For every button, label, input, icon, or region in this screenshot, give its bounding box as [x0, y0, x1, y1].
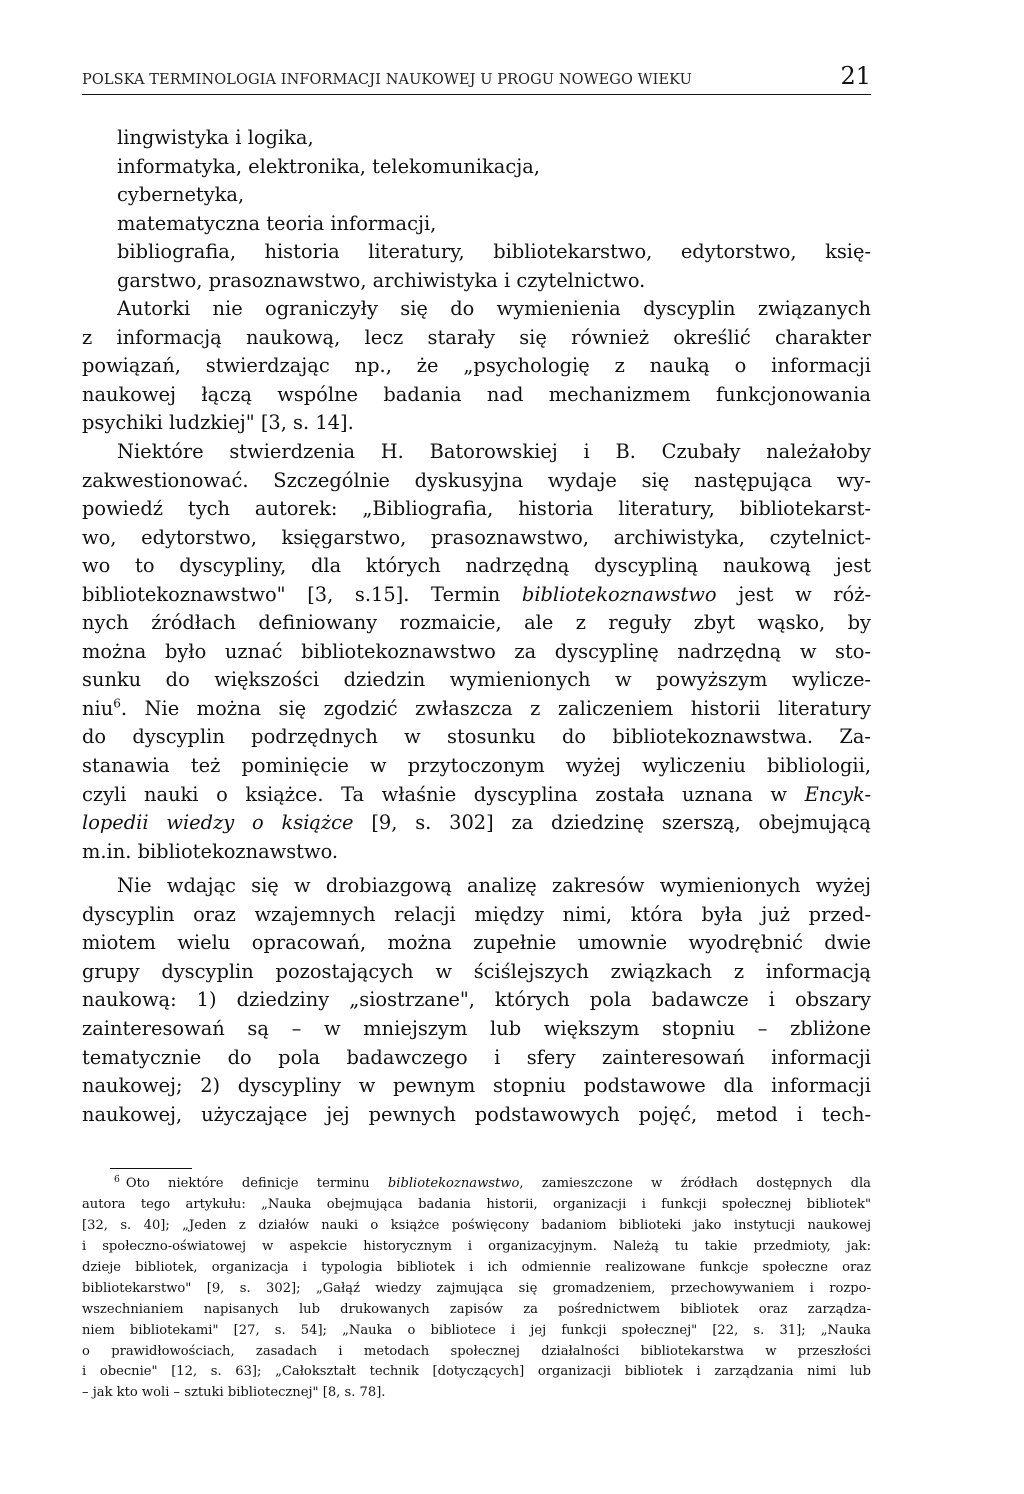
footnote-separator [110, 1168, 192, 1169]
footnote-line [82, 1300, 871, 1321]
text-run: [32, s. 40]; „Jeden z działów nauki o książce poświęcony badaniom biblioteki jako instytucji naukowej [82, 1217, 871, 1233]
italic-run: bibliotekoznawstwo [521, 582, 717, 606]
text-run: dyscyplin oraz wzajemnych relacji między nimi, która była już przed- [82, 902, 871, 926]
text-run: m.in. bibliotekoznawstwo. [82, 839, 339, 863]
text-run: miotem wielu opracowań, można zupełnie umownie wyodrębnić dwie [82, 931, 871, 955]
text-run: do dyscyplin podrzędnych w stosunku do bibliotekoznawstwa. Za- [82, 725, 871, 749]
italic-run: bibliotekoznawstwo [387, 1176, 520, 1191]
text-run: Autorki nie ograniczyły się do wymienienia dyscyplin związanych [117, 297, 871, 321]
text-run: bibliografia, historia literatury, bibliotekarstwo, edytorstwo, księ- [117, 240, 871, 264]
text-run: matematyczna teoria informacji, [117, 211, 437, 235]
text-run: psychiki ludzkiej" [3, s. 14]. [82, 411, 354, 435]
body-line [82, 438, 871, 467]
text-run: wszechnianiem napisanych lub drukowanych zapisów za pośrednictwem bibliotek oraz zarządza- [82, 1301, 871, 1317]
body-line [82, 958, 871, 987]
body-line [82, 781, 871, 810]
footnotes [82, 1174, 871, 1404]
text-run: [9, s. 302] za dziedzinę szerszą, obejmującą [353, 811, 871, 835]
body-line [82, 901, 871, 930]
text-run: tematycznie do pola badawczego i sfery zainteresowań informacji [82, 1045, 871, 1069]
running-title: POLSKA TERMINOLOGIA INFORMACJI NAUKOWEJ U PROGU NOWEGO WIEKU [82, 72, 692, 88]
text-run: wo to dyscypliny, dla których nadrzędną dyscypliną naukową jest [82, 554, 871, 578]
footnote-mark: 6 [114, 1174, 120, 1185]
body-line [82, 838, 871, 867]
text-run: o prawidłowościach, zasadach i metodach społecznej działalności bibliotekarstwa w przeszłości [82, 1343, 871, 1359]
body-text [82, 124, 871, 1129]
body-line [82, 1015, 871, 1044]
running-header [82, 64, 871, 95]
body-line [82, 381, 871, 410]
text-run: czyli nauki o książce. Ta właśnie dyscyplina została uznana w [82, 782, 805, 806]
body-line [82, 666, 871, 695]
text-run: – jak kto woli – sztuki bibliotecznej" [8, s. 78]. [82, 1385, 386, 1401]
text-run: wo, edytorstwo, księgarstwo, prasoznawstwo, archiwistyka, czytelnict- [82, 525, 871, 549]
body-line [82, 1044, 871, 1073]
text-run: Niektóre stwierdzenia H. Batorowskiej i B. Czubały należałoby [117, 440, 871, 464]
footnote-line [82, 1258, 871, 1279]
body-line [82, 324, 871, 353]
text-run: zainteresowań są – w mniejszym lub większym stopniu – zbliżone [82, 1016, 871, 1040]
footnote-line [82, 1174, 871, 1195]
body-line [82, 467, 871, 496]
footnote-line [82, 1216, 871, 1237]
text-run: garstwo, prasoznawstwo, archiwistyka i czytelnictwo. [117, 268, 646, 292]
text-run: z informacją naukową, lecz starały się również określić charakter [82, 325, 871, 349]
body-line [82, 352, 871, 381]
footnote-reference: 6 [113, 696, 121, 711]
body-line [82, 552, 871, 581]
text-run: niem bibliotekami" [27, s. 54]; „Nauka o bibliotece i jej funkcji społecznej" [22, s. 31]; „Nauka [82, 1322, 871, 1338]
text-run: i społeczno-oświatowej w aspekcie historycznym i organizacyjnym. Należą tu takie przedmioty, jak: [82, 1238, 871, 1254]
body-line [82, 267, 871, 296]
body-line [82, 238, 871, 267]
page-number: 21 [840, 62, 871, 90]
text-run: dzieje bibliotek, organizacja i typologia bibliotek i ich odmiennie realizowane funkcje społeczne oraz [82, 1259, 871, 1275]
body-line [82, 181, 871, 210]
body-line [82, 295, 871, 324]
text-run: Nie wdając się w drobiazgową analizę zakresów wymienionych wyżej [117, 874, 871, 898]
footnote-line [82, 1195, 871, 1216]
text-run: sunku do większości dziedzin wymienionych w powyższym wylicze- [82, 668, 871, 692]
text-run: niu [82, 696, 114, 720]
body-line [82, 986, 871, 1015]
body-line [82, 609, 871, 638]
body-line [82, 929, 871, 958]
text-run: naukowej; 2) dyscypliny w pewnym stopniu podstawowe dla informacji [82, 1074, 871, 1098]
body-line [82, 695, 871, 724]
body-line [82, 723, 871, 752]
body-line [82, 809, 871, 838]
body-line [82, 872, 871, 901]
footnote-line [82, 1362, 871, 1383]
footnote-line [82, 1383, 871, 1404]
footnote-line [82, 1342, 871, 1363]
text-run: zakwestionować. Szczególnie dyskusyjna wydaje się następująca wy- [82, 468, 871, 492]
body-line [82, 495, 871, 524]
text-run: naukową: 1) dziedziny „siostrzane", których pola badawcze i obszary [82, 988, 871, 1012]
body-line [82, 1101, 871, 1130]
text-run: Oto niektóre definicje terminu [125, 1176, 388, 1191]
footnote-line [82, 1279, 871, 1300]
body-line [82, 638, 871, 667]
text-run: bibliotekoznawstwo" [3, s.15]. Termin [82, 582, 522, 606]
italic-run: lopedii wiedzy o książce [82, 811, 354, 835]
body-line [82, 153, 871, 182]
text-run: . Nie można się zgodzić zwłaszcza z zaliczeniem historii literatury [120, 696, 871, 720]
text-run: jest w róż- [716, 582, 871, 606]
text-run: nych źródłach definiowany rozmaicie, ale z reguły zbyt wąsko, by [82, 611, 871, 635]
body-line [82, 581, 871, 610]
italic-run: Encyk- [804, 782, 871, 806]
text-run: naukowej łączą wspólne badania nad mechanizmem funkcjonowania [82, 382, 871, 406]
text-run: bibliotekarstwo" [9, s. 302]; „Gałąź wiedzy zajmująca się gromadzeniem, przechowywaniem i rozpo- [82, 1280, 871, 1296]
text-run: można było uznać bibliotekoznawstwo za dyscyplinę nadrzędną w sto- [82, 639, 871, 663]
body-line [82, 210, 871, 239]
text-run: powiązań, stwierdzając np., że „psychologię z nauką o informacji [82, 354, 871, 378]
text-run: lingwistyka i logika, [117, 126, 314, 149]
text-run: grupy dyscyplin pozostających w ściślejszych związkach z informacją [82, 959, 871, 983]
footnote-line [82, 1321, 871, 1342]
text-run: autora tego artykułu: „Nauka obejmująca badania historii, organizacji i funkcji społecznej bibliotek" [82, 1196, 871, 1212]
text-run: powiedź tych autorek: „Bibliografia, historia literatury, bibliotekarst- [82, 497, 871, 521]
text-run: i obecnie" [12, s. 63]; „Całokształt technik [dotyczących] organizacji bibliotek i zarządzania nimi lub [82, 1364, 871, 1380]
body-line [82, 124, 871, 153]
body-line [82, 409, 871, 438]
body-line [82, 1072, 871, 1101]
text-run: cybernetyka, [117, 183, 245, 207]
body-line [82, 524, 871, 553]
text-run: stanawia też pominięcie w przytoczonym wyżej wyliczeniu bibliologii, [82, 754, 871, 778]
body-line [82, 752, 871, 781]
footnote-line [82, 1237, 871, 1258]
text-run: informatyka, elektronika, telekomunikacja, [117, 154, 540, 178]
text-run: naukowej, użyczające jej pewnych podstawowych pojęć, metod i tech- [82, 1102, 871, 1126]
text-run: , zamieszczone w źródłach dostępnych dla [519, 1176, 871, 1191]
